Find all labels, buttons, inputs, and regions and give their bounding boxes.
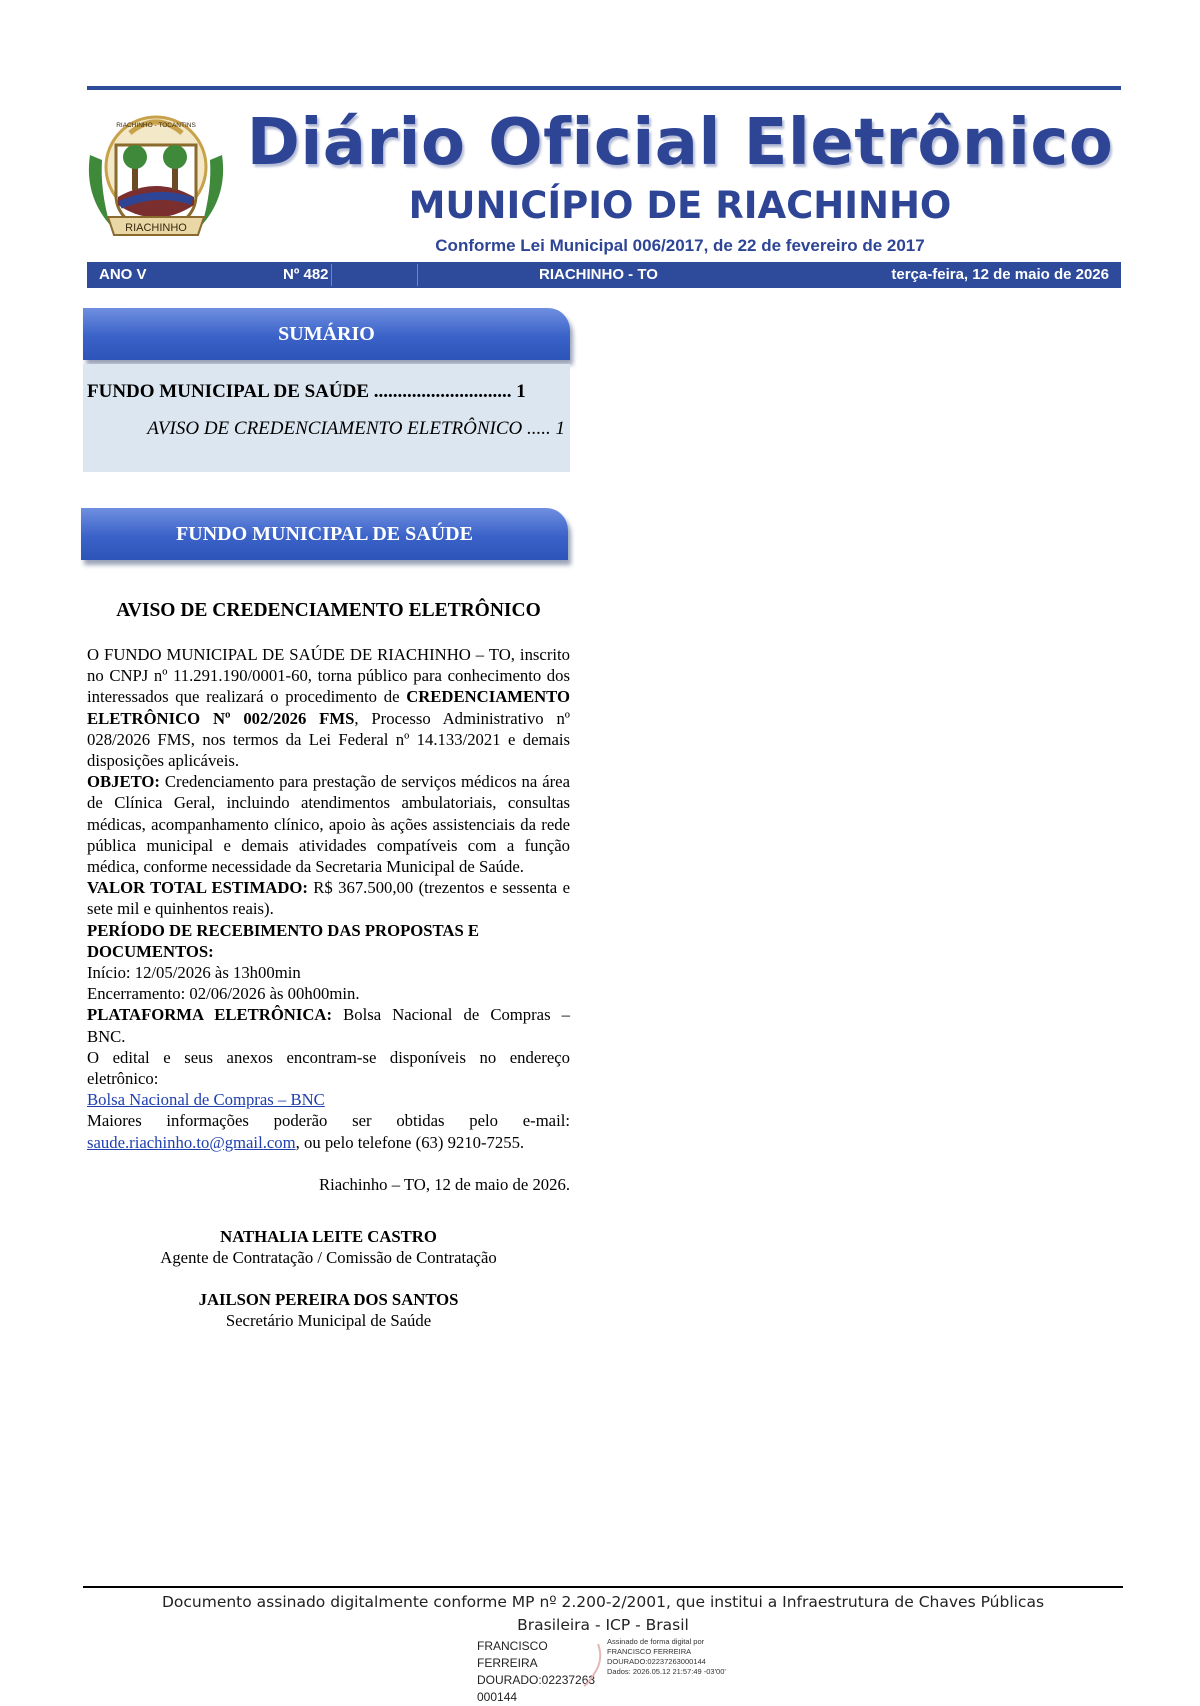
section-header: FUNDO MUNICIPAL DE SAÚDE (81, 508, 568, 560)
summary-header: SUMÁRIO (83, 308, 570, 360)
valor-text: R$ 367.500,00 (trezentos e sessenta e sete mil e quinhentos reais). (87, 878, 570, 919)
article-title: AVISO DE CREDENCIAMENTO ELETRÔNICO (116, 600, 541, 621)
objeto-text: Credenciamento para prestação de serviços médicos na área de Clínica Geral, incluindo atendimentos ambulatoriais, consultas médicas, acompanhamento clínico, apoio às ações assistenciais da rede pública municipal e demais atividades compatíveis com a função médica, conforme necessidade da Secretaria Municipal de Saúde. (87, 772, 570, 877)
stamp-line: Dados: 2026.05.12 21:57:49 -03'00' (607, 1667, 726, 1676)
place-date: Riachinho – TO, 12 de maio de 2026. (318, 1174, 570, 1194)
summary-entry-notice[interactable]: AVISO DE CREDENCIAMENTO ELETRÔNICO ..... 1 (147, 418, 565, 439)
credenciamento-number: CREDENCIAMENTO ELETRÔNICO Nº 002/2026 FMS (87, 687, 570, 728)
edition-date: terça-feira, 12 de maio de 2026 (891, 266, 1109, 283)
periodo-paragraph (87, 920, 570, 962)
edital-paragraph: O edital e seus anexos encontram-se disponíveis no endereço eletrônico: (87, 1047, 570, 1089)
footer-certification (83, 1591, 1123, 1637)
edition-info-bar (87, 262, 1121, 288)
infobar-divider (331, 264, 332, 286)
digital-signature-stamp (607, 1637, 767, 1677)
objeto-paragraph (87, 771, 570, 877)
masthead-top-rule (87, 86, 1121, 90)
inicio-line: Início: 12/05/2026 às 13h00min (87, 963, 301, 983)
municipal-coat-of-arms-icon (80, 105, 232, 250)
intro-text-end: , Processo Administrativo nº 028/2026 FMS, nos termos da Lei Federal nº 14.133/2021 e demais disposições aplicáveis. (87, 708, 570, 771)
valor-label: VALOR TOTAL ESTIMADO: (87, 878, 308, 898)
signature-block-1 (87, 1226, 570, 1268)
footer-rule (83, 1586, 1123, 1588)
stamp-line: DOURADO:02237263000144 (607, 1657, 706, 1666)
info-paragraph (87, 1110, 570, 1152)
signer-name-line: FRANCISCO FERREIRA (477, 1639, 548, 1670)
signer-name-line: 000144 (477, 1690, 518, 1704)
stamp-line: FRANCISCO FERREIRA (607, 1647, 692, 1656)
legal-basis: Conforme Lei Municipal 006/2017, de 22 de fevereiro de 2017 (435, 236, 925, 255)
signature-block-2 (87, 1289, 570, 1331)
signer-role: Agente de Contratação / Comissão de Contratação (160, 1248, 497, 1268)
logo-ribbon-text: RIACHINHO (125, 222, 187, 234)
email-link[interactable]: saude.riachinho.to@gmail.com (87, 1132, 296, 1152)
summary-box (83, 364, 570, 472)
signer-role: Secretário Municipal de Saúde (225, 1311, 432, 1331)
intro-text: O FUNDO MUNICIPAL DE SAÚDE DE RIACHINHO – TO, inscrito no CNPJ nº 11.291.190/0001-60, torna público para conhecimento dos interessados que realizará o procedimento de (87, 645, 570, 707)
logo-top-text: RIACHINHO - TOCANTINS (116, 122, 196, 129)
infobar-divider (417, 264, 418, 286)
plataforma-paragraph (87, 1004, 570, 1046)
municipality-title: MUNICÍPIO DE RIACHINHO (408, 184, 952, 227)
edition-place: RIACHINHO - TO (539, 266, 658, 283)
bnc-link[interactable]: Bolsa Nacional de Compras – BNC (87, 1090, 325, 1110)
encerramento-line: Encerramento: 02/06/2026 às 00h00min. (87, 984, 360, 1004)
signature-mark-icon (580, 1640, 608, 1690)
phone-text: , ou pelo telefone (63) 9210-7255. (295, 1132, 525, 1152)
plataforma-label: PLATAFORMA ELETRÔNICA: (87, 1005, 333, 1025)
edital-link-line (87, 1089, 570, 1110)
article-intro (87, 644, 570, 771)
spacer (87, 1153, 570, 1174)
plataforma-text: Bolsa Nacional de Compras – BNC. (87, 1005, 571, 1046)
signer-name-line: DOURADO:02237263 (477, 1673, 596, 1687)
info-text: Maiores informações poderão ser obtidas pelo e-mail: (87, 1111, 570, 1131)
valor-paragraph (87, 877, 570, 919)
periodo-label: PERÍODO DE RECEBIMENTO DAS PROPOSTAS E DOCUMENTOS: (87, 920, 480, 961)
stamp-line: Assinado de forma digital por (607, 1637, 705, 1646)
footer-line-2: Brasileira - ICP - Brasil (517, 1616, 689, 1634)
edition-year: ANO V (99, 266, 147, 283)
footer-line-1: Documento assinado digitalmente conforme MP nº 2.200-2/2001, que institui a Infraestrutura de Chaves Públicas (161, 1593, 1045, 1611)
objeto-label: OBJETO: (87, 772, 160, 792)
signer-name: JAILSON PEREIRA DOS SANTOS (198, 1290, 459, 1309)
summary-entry-fund[interactable]: FUNDO MUNICIPAL DE SAÚDE ............................. 1 (87, 381, 526, 402)
article-body (87, 644, 570, 1195)
journal-title: Diário Oficial Eletrônico (246, 106, 1114, 180)
edition-number: Nº 482 (283, 266, 329, 283)
signer-name: NATHALIA LEITE CASTRO (220, 1227, 437, 1246)
